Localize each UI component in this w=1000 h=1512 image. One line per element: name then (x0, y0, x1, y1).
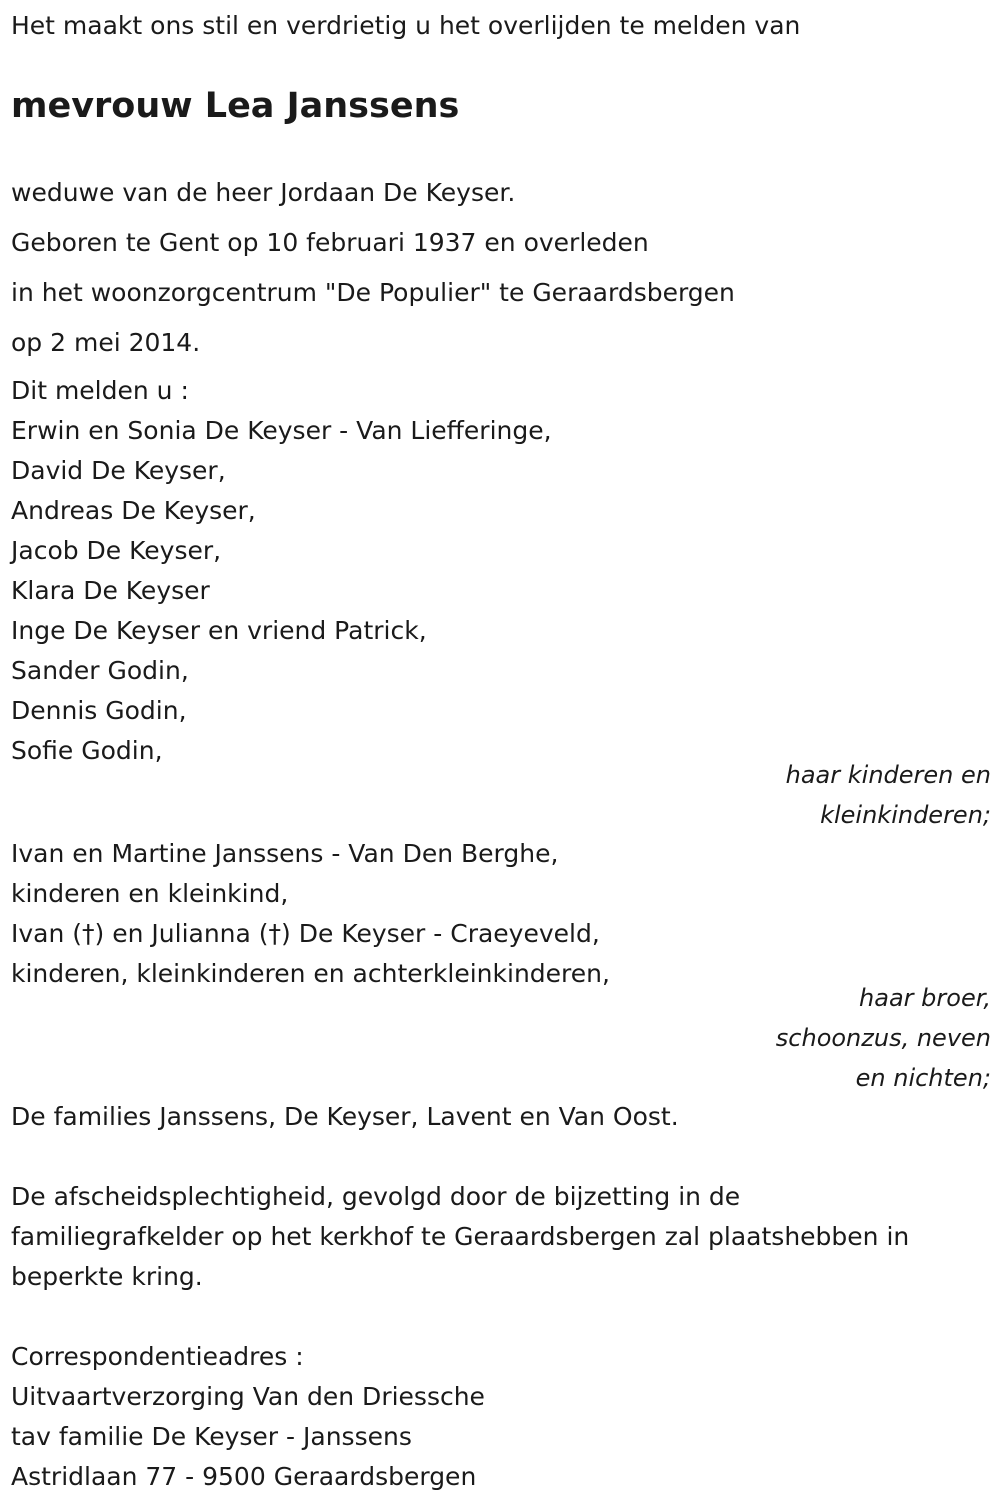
role-line: haar broer, (859, 984, 991, 1012)
role-line: en nichten; (855, 1064, 991, 1092)
child-name: Sofie Godin, (11, 736, 163, 765)
child-name: Inge De Keyser en vriend Patrick, (11, 616, 427, 645)
child-name: Andreas De Keyser, (11, 496, 256, 525)
correspondence-line: Astridlaan 77 - 9500 Geraardsbergen (11, 1462, 477, 1491)
ceremony-line: familiegrafkelder op het kerkhof te Geraardsbergen zal plaatshebben in (11, 1222, 910, 1251)
intro-text: Het maakt ons stil en verdrietig u het overlijden te melden van (11, 11, 801, 40)
children-role (786, 755, 991, 835)
deceased-name: mevrouw Lea Janssens (11, 86, 460, 126)
details-block (11, 168, 735, 368)
ceremony-block (11, 1177, 909, 1297)
sibling-line: kinderen, kleinkinderen en achterkleinkinderen, (11, 959, 610, 988)
families-block (11, 1097, 679, 1137)
sibling-line: Ivan (†) en Julianna (†) De Keyser - Craeyeveld, (11, 919, 600, 948)
correspondence-line: tav familie De Keyser - Janssens (11, 1422, 412, 1451)
detail-line: weduwe van de heer Jordaan De Keyser. (11, 178, 516, 207)
correspondence-block (11, 1337, 485, 1497)
announcers-heading: Dit melden u : (11, 376, 189, 405)
child-name: Sander Godin, (11, 656, 189, 685)
correspondence-line: Uitvaartverzorging Van den Driessche (11, 1382, 485, 1411)
child-name: Dennis Godin, (11, 696, 187, 725)
detail-line: in het woonzorgcentrum "De Populier" te Geraardsbergen (11, 278, 735, 307)
sibling-line: Ivan en Martine Janssens - Van Den Berghe, (11, 839, 559, 868)
detail-line: Geboren te Gent op 10 februari 1937 en overleden (11, 228, 649, 257)
child-name: David De Keyser, (11, 456, 226, 485)
siblings-block (11, 834, 610, 994)
families-line: De families Janssens, De Keyser, Lavent en Van Oost. (11, 1102, 679, 1131)
role-line: haar kinderen en (785, 761, 991, 789)
announcers-block (11, 371, 552, 771)
child-name: Erwin en Sonia De Keyser - Van Liefferinge, (11, 416, 552, 445)
sibling-line: kinderen en kleinkind, (11, 879, 289, 908)
correspondence-heading: Correspondentieadres : (11, 1342, 304, 1371)
child-name: Klara De Keyser (11, 576, 210, 605)
role-line: schoonzus, neven (775, 1024, 991, 1052)
detail-line: op 2 mei 2014. (11, 328, 201, 357)
ceremony-line: beperkte kring. (11, 1262, 203, 1291)
child-name: Jacob De Keyser, (11, 536, 222, 565)
role-line: kleinkinderen; (820, 801, 991, 829)
ceremony-line: De afscheidsplechtigheid, gevolgd door de bijzetting in de (11, 1182, 741, 1211)
siblings-role (776, 978, 991, 1098)
